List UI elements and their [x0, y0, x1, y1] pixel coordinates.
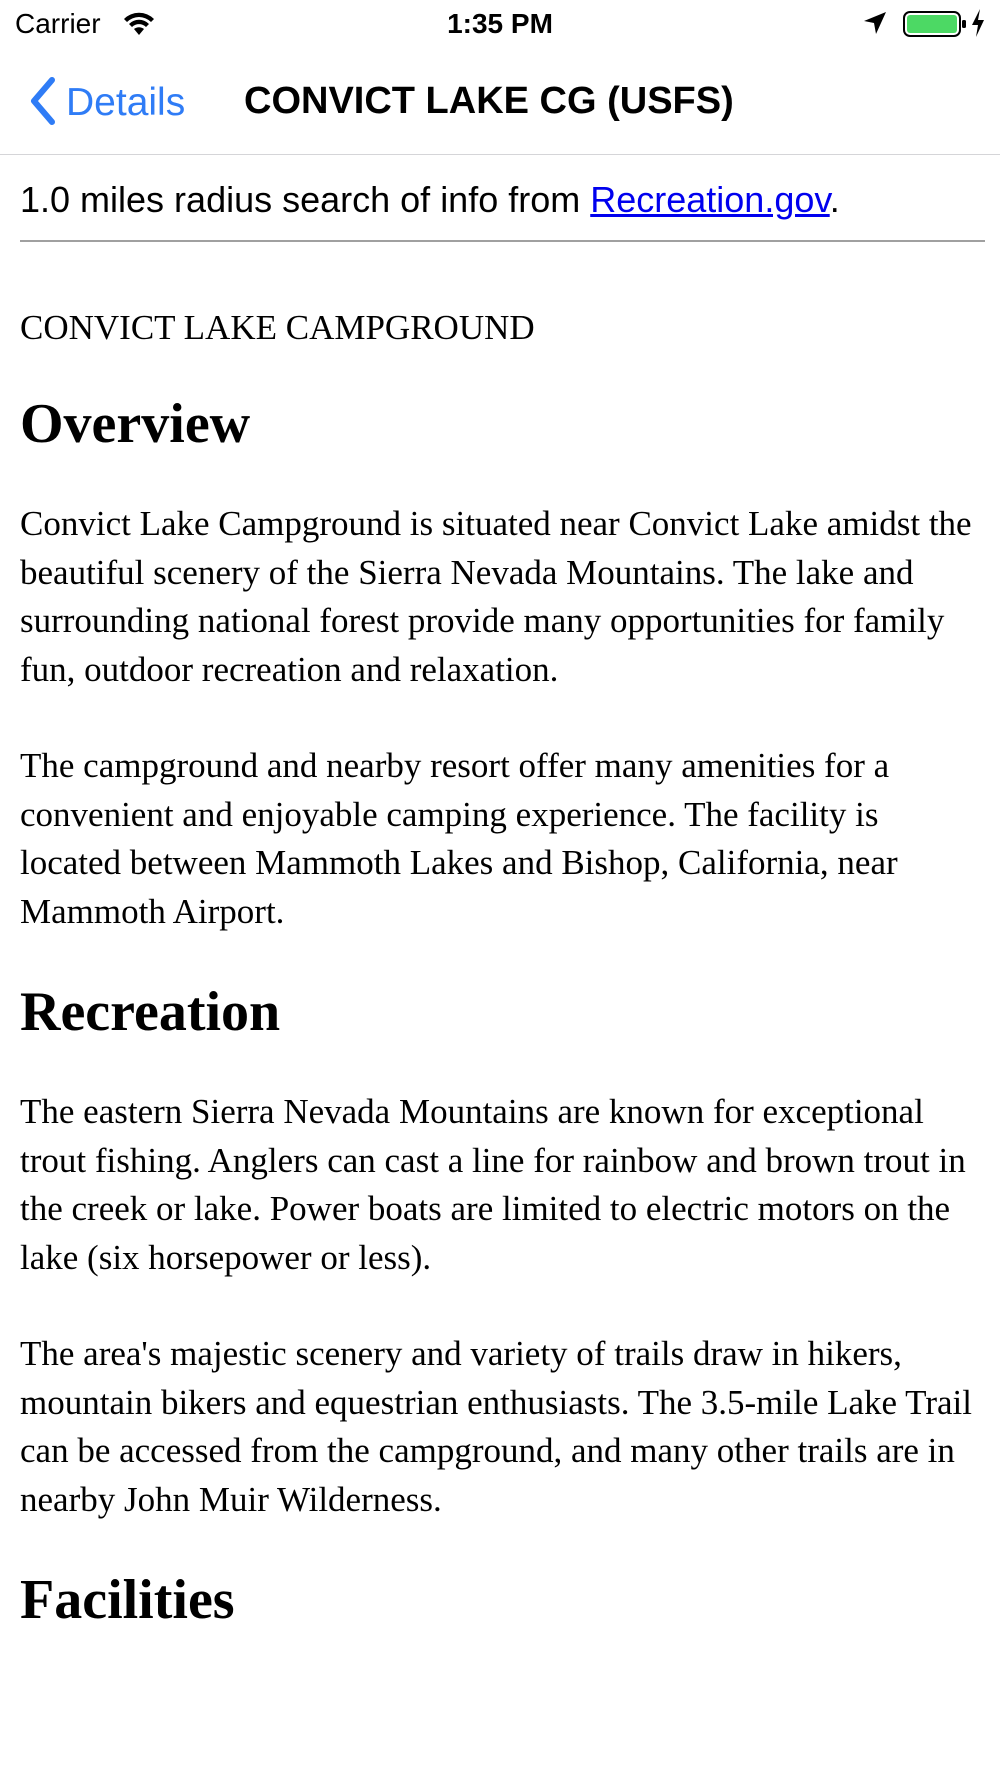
- carrier-label: Carrier: [15, 8, 101, 39]
- overview-heading: Overview: [20, 393, 251, 455]
- back-button[interactable]: [28, 78, 185, 128]
- search-info-prefix: 1.0 miles radius search of info from: [20, 179, 591, 220]
- search-info-suffix: .: [829, 179, 840, 220]
- campground-name: CONVICT LAKE CAMPGROUND: [20, 308, 535, 347]
- clock-time: 1:35 PM: [447, 8, 553, 39]
- back-button-label: Details: [66, 81, 186, 124]
- overview-paragraph-2: The campground and nearby resort offer many amenities for a convenient and enjoyable camping experience. The facility is located between Mammoth Lakes and Bishop, California, near Mammoth Airport.: [20, 746, 898, 931]
- battery-icon: [903, 9, 967, 44]
- recreation-heading: Recreation: [20, 981, 281, 1043]
- status-bar: [0, 0, 1000, 50]
- page-title: CONVICT LAKE CG (USFS): [244, 80, 734, 122]
- content-area[interactable]: [20, 154, 985, 1632]
- chevron-left-icon: [28, 76, 58, 131]
- facilities-heading: Facilities: [20, 1569, 235, 1631]
- search-info: [20, 176, 985, 242]
- recreation-gov-link[interactable]: Recreation.gov: [590, 179, 830, 220]
- navigation-bar: [0, 50, 1000, 155]
- charging-bolt-icon: [970, 8, 986, 43]
- location-arrow-icon: [862, 10, 888, 41]
- overview-paragraph-1: Convict Lake Campground is situated near Convict Lake amidst the beautiful scenery of the Sierra Nevada Mountains. The lake and surrounding national forest provide many opportunities for family fun, outdoor recreation and relaxation.: [20, 504, 972, 689]
- recreation-paragraph-1: The eastern Sierra Nevada Mountains are known for exceptional trout fishing. Anglers can cast a line for rainbow and brown trout in the creek or lake. Power boats are limited to electric motors on the lake (six horsepower or less).: [20, 1092, 966, 1277]
- recreation-paragraph-2: The area's majestic scenery and variety of trails draw in hikers, mountain bikers and equestrian enthusiasts. The 3.5-mile Lake Trail can be accessed from the campground, and many other trails are in nearby John Muir Wilderness.: [20, 1334, 972, 1519]
